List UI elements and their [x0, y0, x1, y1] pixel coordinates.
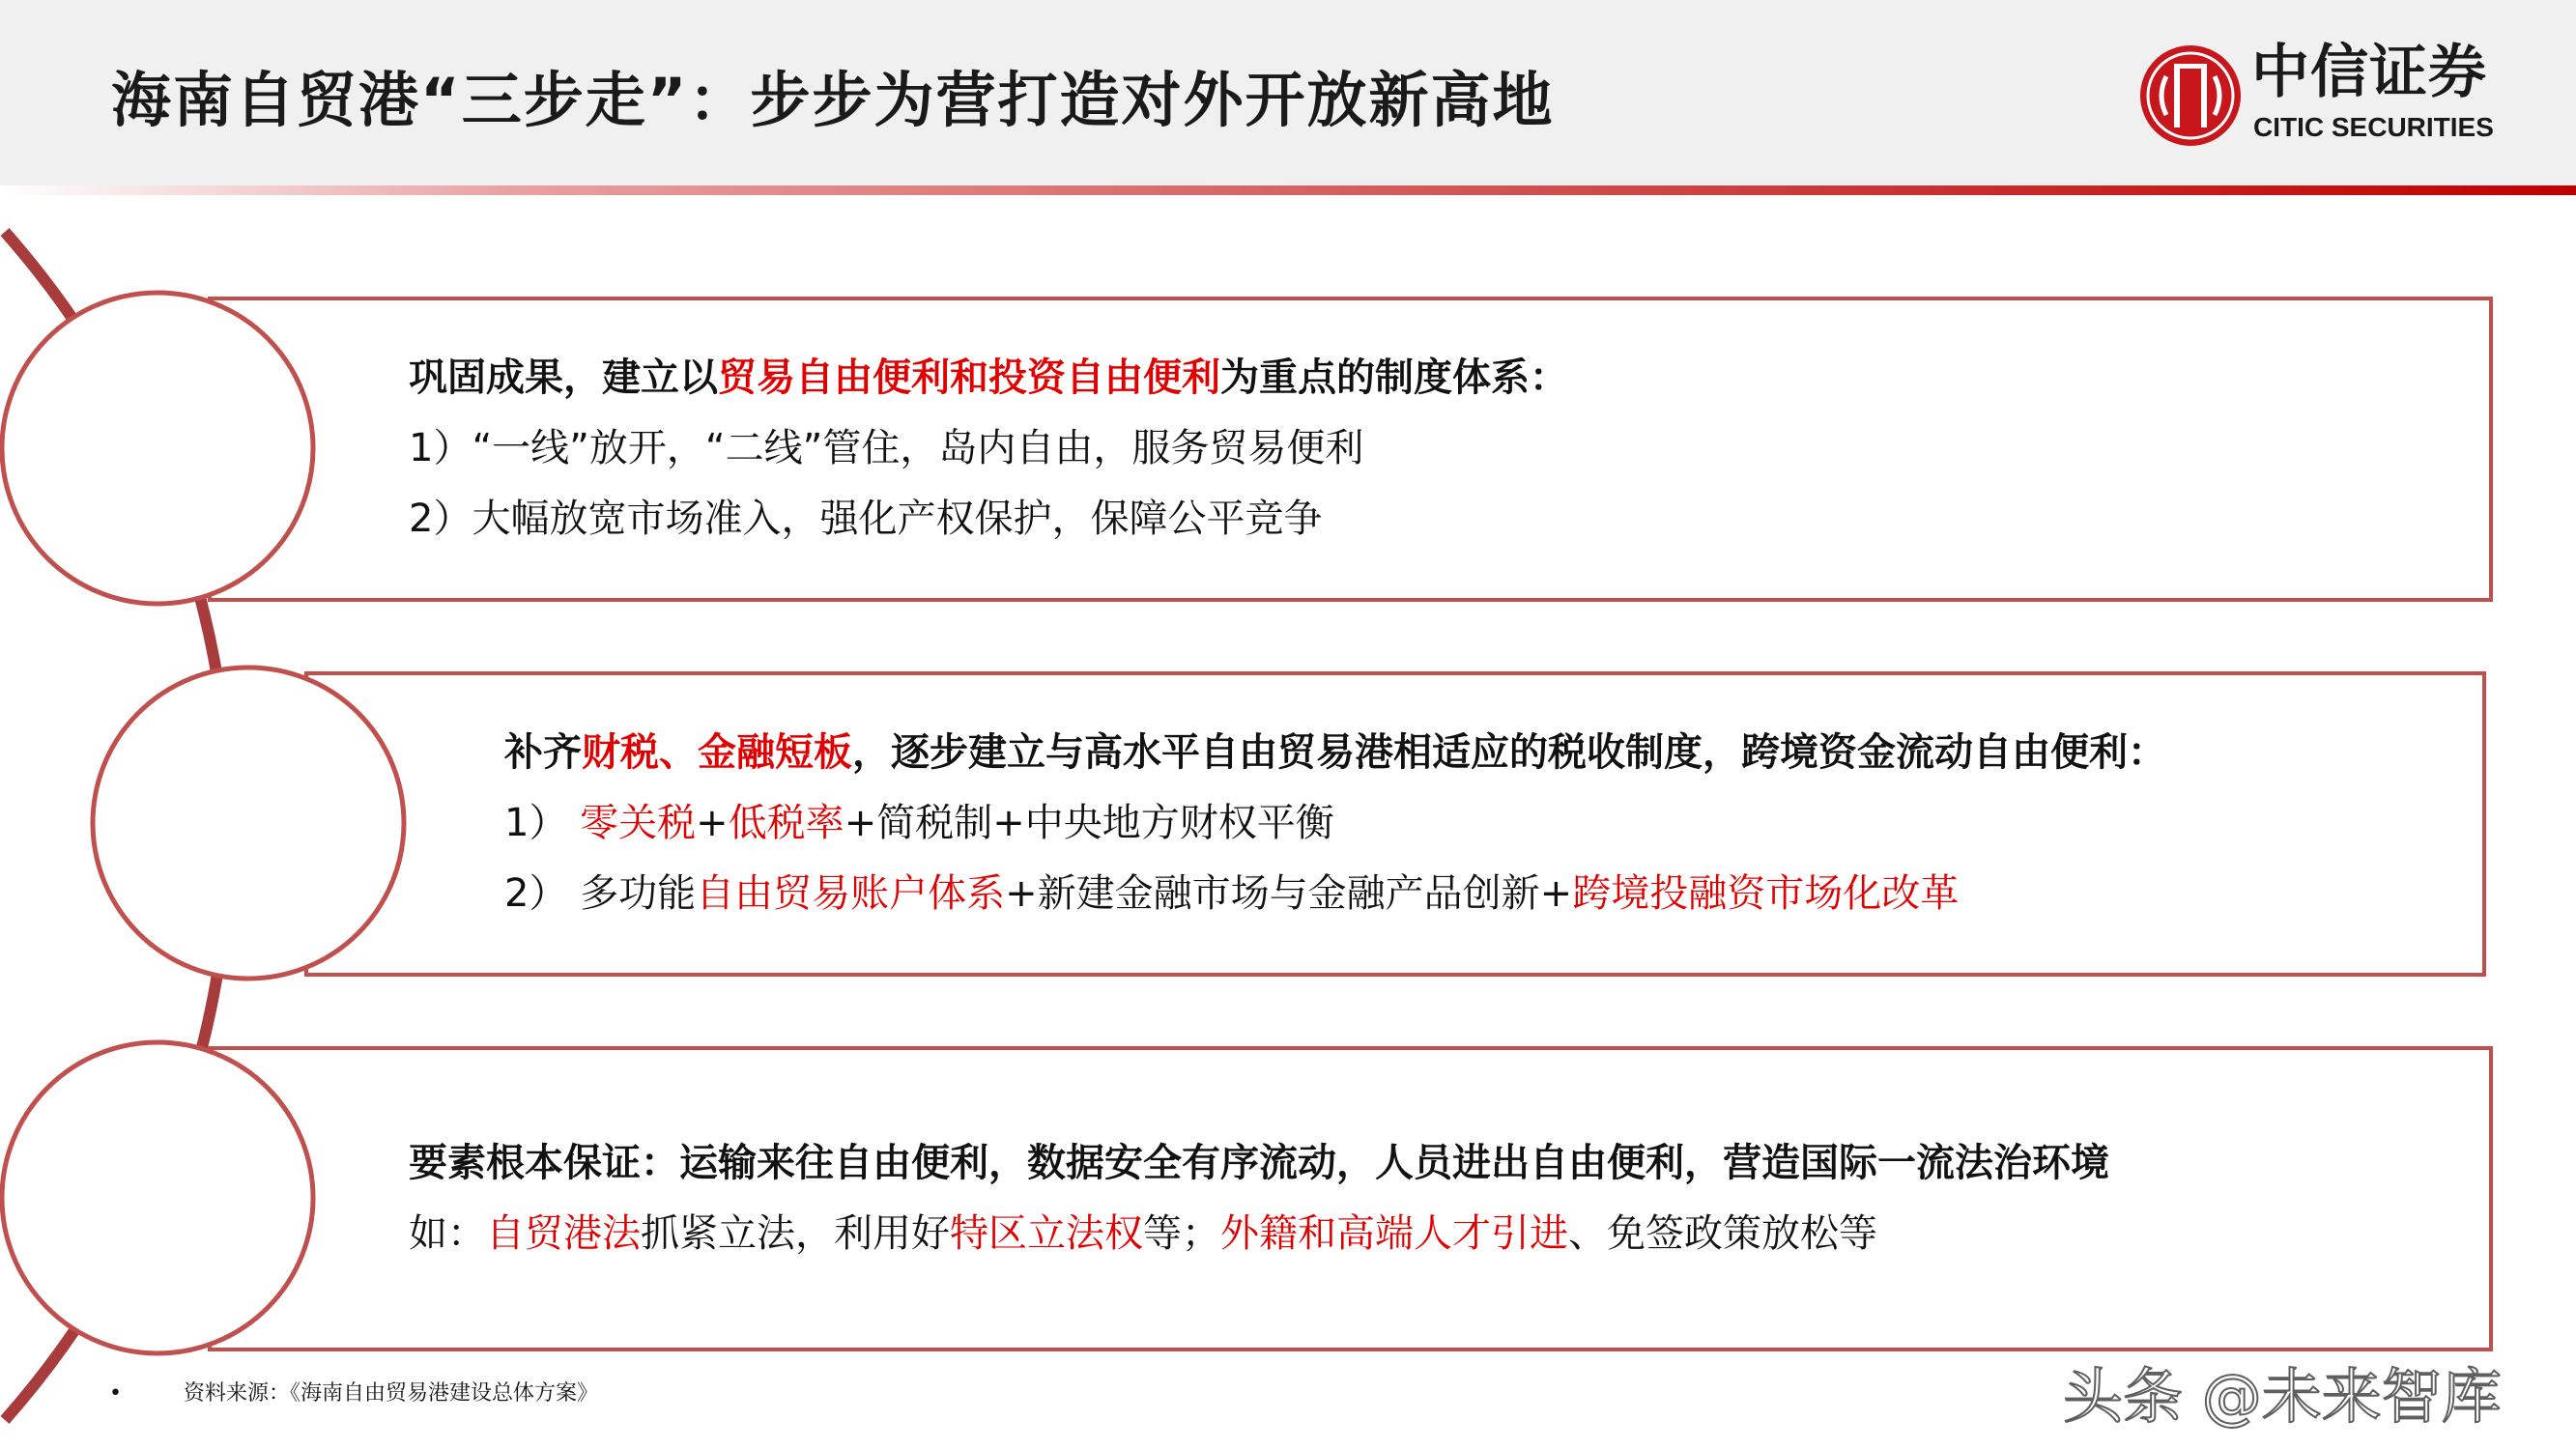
body-text: +简税制+中央地方财权平衡 — [844, 801, 1334, 845]
step-circle-2 — [93, 668, 404, 979]
body-text: 2）大幅放宽市场准入，强化产权保护，保障公平竞争 — [409, 497, 1323, 541]
step-point — [504, 788, 2166, 859]
page-title: 海南自贸港“三步走”：步步为营打造对外开放新高地 — [111, 65, 1555, 135]
highlight-text: 财税、金融短板 — [582, 730, 852, 775]
body-text: 要素根本保证：运输来往自由便利，数据安全有序流动，人员进出自由便利，营造国际一流法治环境 — [409, 1141, 2109, 1185]
body-text: 等； — [1143, 1211, 1220, 1256]
step-point — [504, 859, 2166, 929]
step-2-text — [504, 718, 2166, 929]
footer-bullet: • — [109, 1381, 122, 1406]
body-text: +新建金融市场与金融产品创新+ — [1005, 871, 1573, 916]
body-text: 抓紧立法，利用好 — [641, 1211, 950, 1256]
body-text: 2） 多功能 — [504, 871, 697, 916]
step-heading — [504, 718, 2166, 788]
highlight-text: 跨境投融资市场化改革 — [1572, 871, 1960, 916]
step-heading — [409, 343, 1568, 413]
step-3-text — [409, 1128, 2109, 1269]
logo-chinese-name: 中信证券 — [2251, 39, 2487, 106]
source-note: 资料来源：《海南自由贸易港建设总体方案》 — [184, 1381, 599, 1406]
step-point — [409, 484, 1568, 554]
body-text: + — [696, 801, 729, 845]
logo-english-name: CITIC SECURITIES — [2253, 112, 2494, 142]
highlight-text: 自由贸易账户体系 — [696, 871, 1006, 916]
highlight-text: 外籍和高端人才引进 — [1220, 1211, 1568, 1256]
step-circle-1 — [2, 293, 313, 604]
body-text: 如： — [409, 1211, 486, 1256]
body-text: 1） — [504, 801, 581, 845]
highlight-text: 零关税 — [580, 801, 697, 845]
highlight-text: 特区立法权 — [950, 1211, 1143, 1256]
highlight-text: 低税率 — [728, 801, 844, 845]
step-circle-3 — [2, 1042, 313, 1353]
watermark: 头条 @未来智库 — [2063, 1361, 2502, 1432]
step-heading — [409, 1128, 2109, 1199]
body-text: ，逐步建立与高水平自由贸易港相适应的税收制度，跨境资金流动自由便利： — [852, 730, 2166, 775]
highlight-text: 贸易自由便利和投资自由便利 — [718, 355, 1220, 400]
step-point — [409, 413, 1568, 484]
step-point — [409, 1199, 2109, 1269]
body-text: 1）“一线”放开，“二线”管住，岛内自由，服务贸易便利 — [409, 426, 1364, 470]
body-text: 补齐 — [504, 730, 582, 775]
step-1-text — [409, 343, 1568, 554]
highlight-text: 自贸港法 — [486, 1211, 641, 1256]
body-text: 巩固成果，建立以 — [409, 355, 718, 400]
body-text: 、免签政策放松等 — [1568, 1211, 1877, 1256]
body-text: 为重点的制度体系： — [1220, 355, 1568, 400]
